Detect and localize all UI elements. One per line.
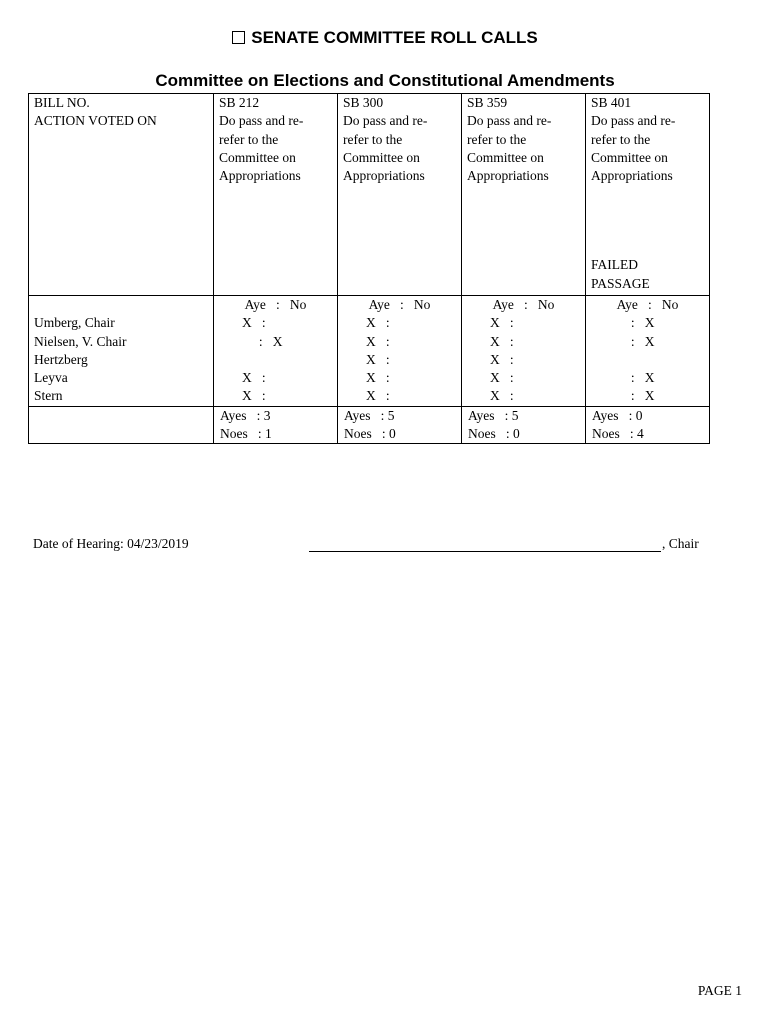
bill-id: SB 401 [591, 95, 632, 110]
noes-total: Noes : 4 [592, 426, 644, 442]
vote-cell [586, 296, 710, 407]
vote-header: Aye : No [368, 297, 431, 312]
bill-header-row [29, 94, 710, 296]
vote-mark: : X [614, 388, 655, 404]
totals-cell [462, 406, 586, 444]
vote-header: Aye : No [492, 297, 555, 312]
vote-header: Aye : No [616, 297, 679, 312]
bill-cell [338, 94, 462, 296]
vote-mark: X : [242, 370, 266, 386]
vote-mark: : X [614, 315, 655, 331]
bill-action: Do pass and re- refer to the Committee on Appropriations [219, 113, 304, 184]
bill-action: Do pass and re- refer to the Committee on Appropriations [591, 113, 676, 184]
vote-mark: X : [366, 333, 390, 349]
row-labels-cell [29, 94, 214, 296]
ayes-total: Ayes : 0 [592, 407, 643, 423]
member-name: Umberg, Chair [34, 315, 115, 331]
bill-id: SB 300 [343, 95, 384, 110]
member-names-cell [29, 296, 214, 407]
vote-mark: : X [242, 333, 283, 349]
bill-id: SB 212 [219, 95, 260, 110]
vote-cell [338, 296, 462, 407]
vote-mark: X : [366, 315, 390, 331]
chair-label: , Chair [662, 536, 699, 551]
title-text: SENATE COMMITTEE ROLL CALLS [251, 28, 538, 47]
vote-cell [214, 296, 338, 407]
document-title [0, 28, 770, 48]
totals-cell [338, 406, 462, 444]
noes-total: Noes : 0 [468, 426, 520, 442]
vote-mark: X : [366, 351, 390, 367]
vote-mark: X : [366, 388, 390, 404]
vote-mark [219, 351, 332, 369]
member-name: Nielsen, V. Chair [34, 333, 127, 349]
bill-cell [214, 94, 338, 296]
vote-mark: X : [490, 370, 514, 386]
vote-mark: X : [490, 333, 514, 349]
vote-mark: X : [490, 315, 514, 331]
committee-name: Committee on Elections and Constitutional Amendments [155, 71, 615, 90]
bill-action: Do pass and re- refer to the Committee on Appropriations [343, 113, 428, 184]
bill-no-label: BILL NO. [34, 95, 90, 110]
totals-label-cell [29, 406, 214, 444]
page-number: PAGE 1 [697, 983, 742, 998]
vote-cell [462, 296, 586, 407]
noes-total: Noes : 0 [344, 426, 396, 442]
vote-mark: : X [614, 333, 655, 349]
member-name: Hertzberg [34, 351, 88, 367]
vote-mark: X : [490, 351, 514, 367]
vote-mark [591, 351, 704, 369]
bill-cell [462, 94, 586, 296]
totals-cell [586, 406, 710, 444]
vote-mark: : X [614, 370, 655, 386]
member-name: Leyva [34, 370, 68, 386]
totals-row [29, 406, 710, 444]
action-voted-on-label: ACTION VOTED ON [34, 113, 157, 129]
bill-id: SB 359 [467, 95, 508, 110]
votes-row [29, 296, 710, 407]
date-of-hearing: Date of Hearing: 04/23/2019 [33, 536, 189, 551]
bill-cell [586, 94, 710, 296]
vote-header: Aye : No [244, 297, 307, 312]
chair-signature [309, 536, 699, 552]
bill-action: Do pass and re- refer to the Committee on Appropriations [467, 113, 552, 184]
member-name: Stern [34, 388, 63, 404]
vote-mark: X : [366, 370, 390, 386]
ayes-total: Ayes : 3 [220, 407, 271, 423]
vote-mark: X : [242, 315, 266, 331]
roll-call-table [28, 93, 710, 444]
signature-line [309, 537, 661, 552]
bill-status: FAILED PASSAGE [591, 257, 650, 291]
vote-mark: X : [242, 388, 266, 404]
ayes-total: Ayes : 5 [344, 407, 395, 423]
noes-total: Noes : 1 [220, 426, 272, 442]
ayes-total: Ayes : 5 [468, 407, 519, 423]
checkbox-icon [232, 31, 245, 44]
vote-mark: X : [490, 388, 514, 404]
totals-cell [214, 406, 338, 444]
